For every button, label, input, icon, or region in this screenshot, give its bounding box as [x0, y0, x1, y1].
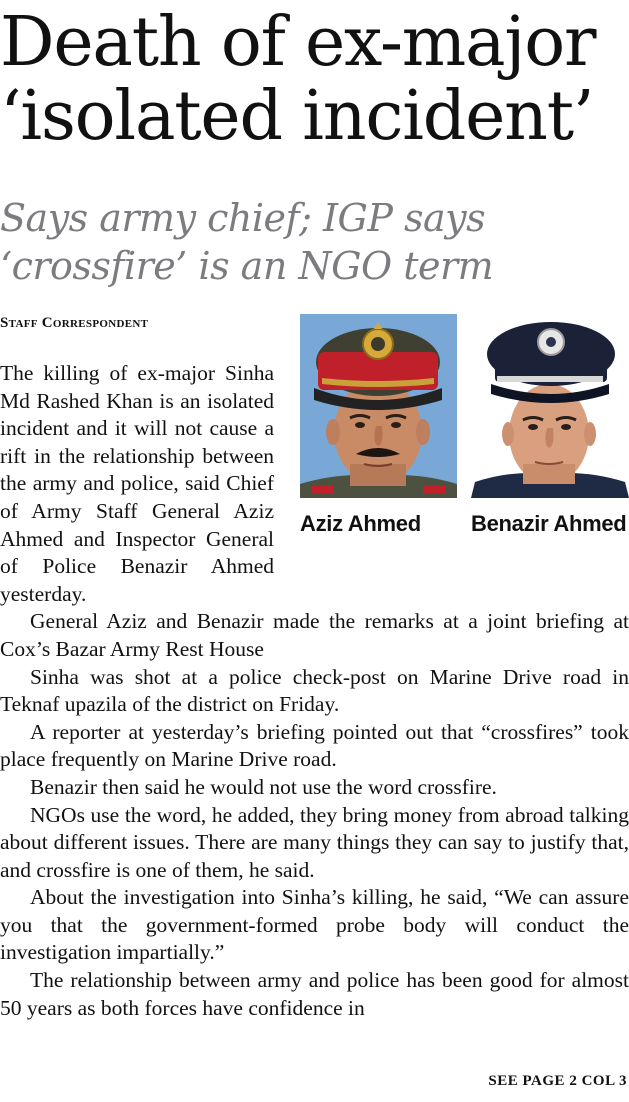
continued-on-page: SEE PAGE 2 COL 3 — [488, 1073, 627, 1089]
article-body — [0, 360, 629, 1022]
paragraph: About the investigation into Sinha’s killing, he said, “We can assure you that the government-formed probe body will conduct the investigation impartially.” — [0, 885, 629, 965]
paragraph: Sinha was shot at a police check-post on Marine Drive road in Teknaf upazila of the district on Friday. — [0, 664, 629, 717]
photo-caption-aziz: Aziz Ahmed — [300, 511, 421, 536]
photo-wrap-space — [274, 360, 629, 558]
headline: Death of ex-major ‘isolated incident’ — [0, 3, 596, 156]
paragraph: The killing of ex-major Sinha Md Rashed Khan is an isolated incident and it will not cause a rift in the relationship between the army and police, said Chief of Army Staff General Aziz Ahmed and Inspector General of Police Benazir Ahmed yesterday. — [0, 361, 274, 606]
subheadline: Says army chief; IGP says ‘crossfire’ is an NGO term — [0, 196, 494, 288]
paragraph: General Aziz and Benazir made the remarks at a joint briefing at Cox’s Bazar Army Rest House — [0, 609, 629, 661]
paragraph: Benazir then said he would not use the word crossfire. — [30, 774, 497, 799]
photo-caption-benazir: Benazir Ahmed — [471, 511, 627, 536]
byline: Staff Correspondent — [0, 315, 149, 331]
paragraph: A reporter at yesterday’s briefing pointed out that “crossfires” took place frequently on Marine Drive road. — [0, 719, 629, 772]
paragraph: NGOs use the word, he added, they bring money from abroad talking about different issues. There are many things they can say to justify that, and crossfire is one of them, he said. — [0, 802, 629, 882]
paragraph: The relationship between army and police has been good for almost 50 years as both forces have confidence in — [0, 968, 629, 1020]
